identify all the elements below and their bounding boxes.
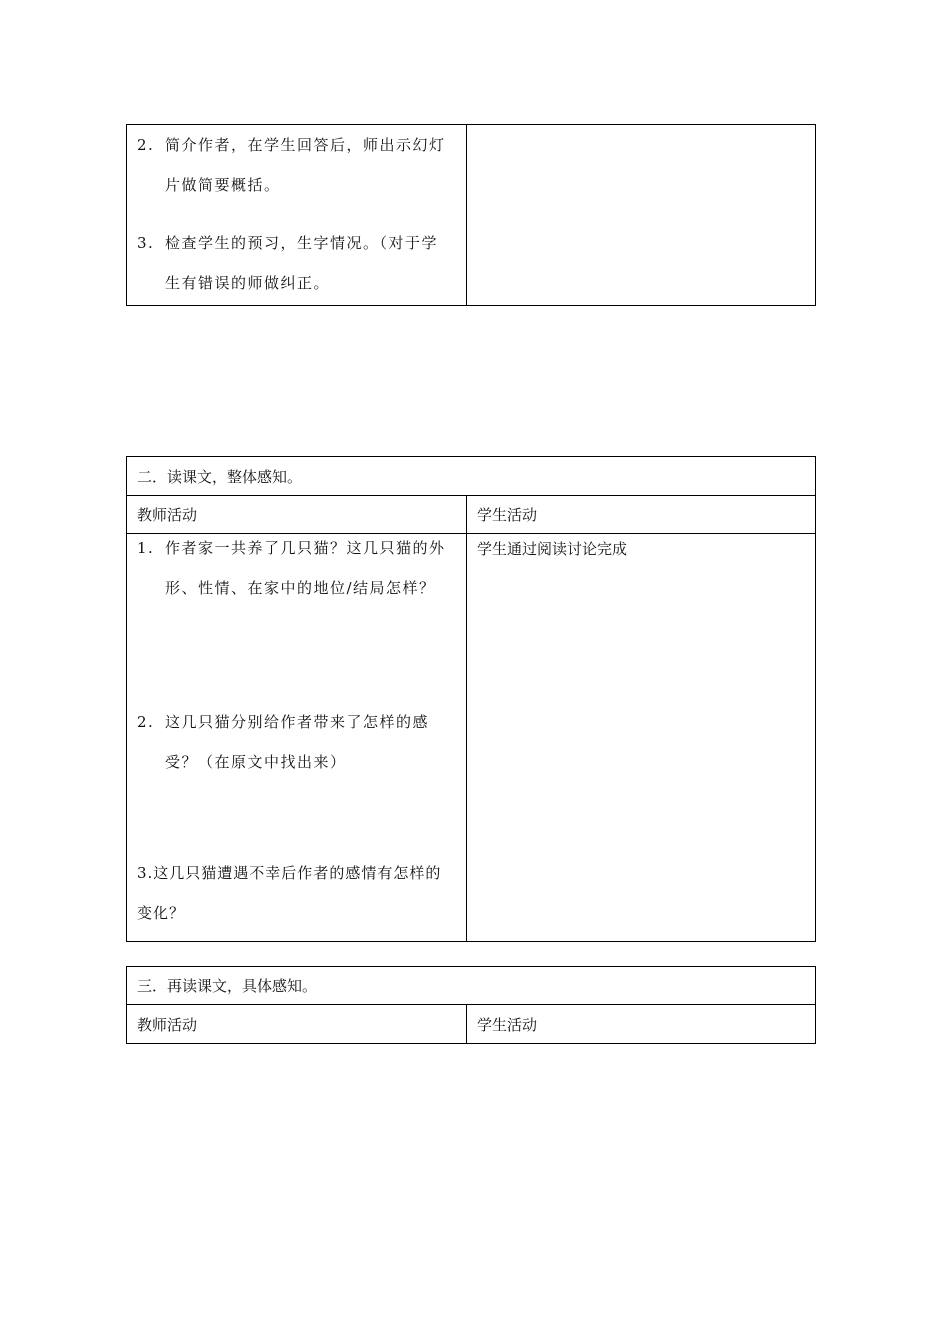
teacher-activity-header: 教师活动 [127, 496, 467, 533]
lesson-table-3 [126, 966, 816, 1044]
section-title-row [127, 967, 815, 1005]
list-item: 3. 检查学生的预习，生字情况。（对于学 生有错误的师做纠正。 [137, 234, 439, 292]
teacher-activity-header: 教师活动 [127, 1005, 467, 1043]
student-activity-header: 学生活动 [477, 1015, 538, 1034]
list-item: 3.这几只猫遭遇不幸后作者的感情有怎样的 变化？ [137, 864, 442, 922]
list-item: 2. 这几只猫分别给作者带来了怎样的感 受？（在原文中找出来） [137, 713, 430, 771]
list-item: 2. 简介作者，在学生回答后，师出示幻灯 片做简要概括。 [137, 136, 446, 194]
table-row [127, 534, 815, 941]
student-activity-cell [467, 125, 815, 305]
teacher-activity-cell [127, 125, 467, 305]
student-activity-cell: 学生通过阅读讨论完成 [477, 540, 628, 558]
table-row [127, 125, 815, 305]
lesson-table-2 [126, 456, 816, 942]
student-activity-header: 学生活动 [477, 506, 538, 524]
header-row [127, 1005, 815, 1043]
section-title-row [127, 457, 815, 496]
section-title: 三．再读课文，具体感知。 [137, 977, 318, 995]
lesson-table-1 [126, 124, 816, 306]
teacher-activity-cell [127, 534, 467, 941]
section-title: 二．读课文，整体感知。 [137, 467, 303, 486]
list-item: 1. 作者家一共养了几只猫？这几只猫的外 形、性情、在家中的地位/结局怎样？ [137, 539, 446, 597]
